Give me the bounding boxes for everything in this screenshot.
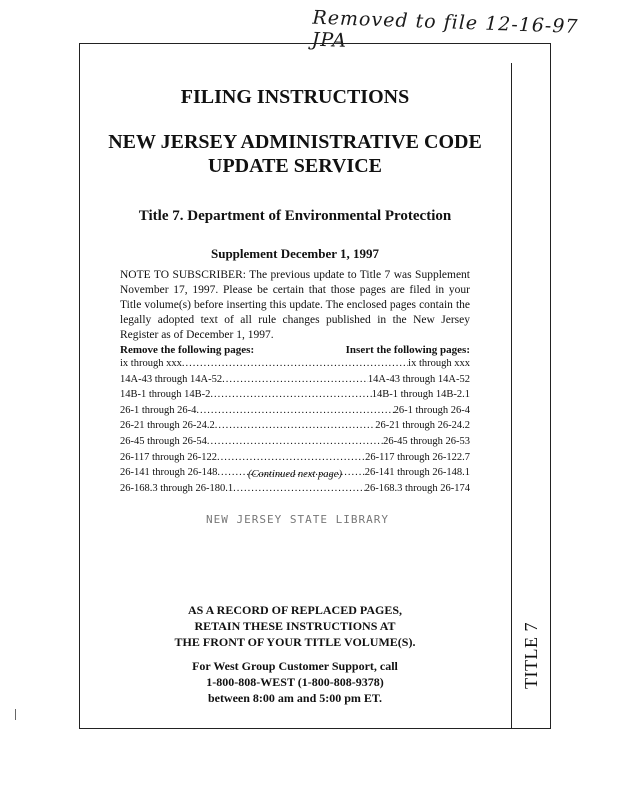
insert-pages: 26-21 through 26-24.2 bbox=[375, 420, 470, 432]
list-item bbox=[120, 374, 470, 390]
handwritten-note: Removed to file 12-16-97 JPA bbox=[311, 6, 579, 52]
remove-pages: 26-1 through 26-4 bbox=[120, 404, 197, 416]
code-title-line1: NEW JERSEY ADMINISTRATIVE CODE bbox=[108, 131, 482, 153]
insert-pages: 26-168.3 through 26-174 bbox=[364, 482, 470, 494]
list-item bbox=[120, 452, 470, 468]
insert-pages: ix through xxx bbox=[408, 358, 470, 369]
continued-note: (Continued next page) bbox=[248, 469, 342, 480]
library-stamp: NEW JERSEY STATE LIBRARY bbox=[206, 513, 389, 526]
list-item bbox=[120, 405, 470, 421]
support-hours: between 8:00 am and 5:00 pm ET. bbox=[207, 691, 383, 705]
list-item bbox=[120, 436, 470, 452]
list-item bbox=[120, 483, 470, 499]
list-item bbox=[120, 358, 470, 374]
margin-mark bbox=[15, 709, 16, 720]
code-title bbox=[79, 130, 511, 178]
remove-pages: 14A-43 through 14A-52 bbox=[120, 373, 223, 385]
remove-pages: ix through xxx bbox=[120, 358, 182, 369]
retain-line: THE FRONT OF YOUR TITLE VOLUME(S). bbox=[174, 635, 416, 649]
remove-pages: 26-117 through 26-122 bbox=[120, 451, 218, 463]
insert-pages: 26-141 through 26-148.1 bbox=[364, 467, 470, 479]
remove-pages: 14B-1 through 14B-2 bbox=[120, 389, 211, 401]
insert-pages: 26-1 through 26-4 bbox=[393, 404, 470, 416]
retain-line: AS A RECORD OF REPLACED PAGES, bbox=[187, 603, 403, 617]
remove-pages: 26-45 through 26-54 bbox=[120, 435, 207, 447]
retain-instructions bbox=[79, 602, 511, 650]
insert-pages: 26-117 through 26-122.7 bbox=[365, 451, 470, 463]
list-item bbox=[120, 420, 470, 436]
code-title-line2: UPDATE SERVICE bbox=[208, 155, 382, 177]
retain-line: RETAIN THESE INSTRUCTIONS AT bbox=[194, 619, 396, 633]
title-tab-label: TITLE 7 bbox=[520, 621, 541, 689]
insert-pages: 14A-43 through 14A-52 bbox=[367, 373, 470, 385]
support-line: For West Group Customer Support, call bbox=[192, 659, 398, 673]
remove-pages: 26-21 through 26-24.2 bbox=[120, 420, 215, 432]
remove-pages: 26-141 through 26-148 bbox=[120, 467, 218, 479]
remove-header: Remove the following pages: bbox=[120, 344, 255, 356]
insert-header: Insert the following pages: bbox=[345, 344, 470, 356]
insert-pages: 26-45 through 26-53 bbox=[383, 435, 470, 447]
department-heading: Title 7. Department of Environmental Protection bbox=[138, 208, 452, 224]
insert-pages: 14B-1 through 14B-2.1 bbox=[371, 389, 470, 401]
list-item bbox=[120, 389, 470, 405]
column-headers bbox=[120, 344, 470, 356]
supplement-date: Supplement December 1, 1997 bbox=[210, 246, 380, 261]
page-title: FILING INSTRUCTIONS bbox=[180, 86, 410, 108]
customer-support bbox=[79, 658, 511, 706]
remove-pages: 26-168.3 through 26-180.1 bbox=[120, 482, 234, 494]
support-phone: 1-800-808-WEST (1-800-808-9378) bbox=[206, 675, 384, 689]
subscriber-note: NOTE TO SUBSCRIBER: The previous update to Title 7 was Supplement November 17, 1997. Please be certain that those pages are filed in your Title volume(s) before inserting this update. The enclosed pages contain the legally adopted text of all rule changes published in the New Jersey Register as of December 1, 1997. bbox=[120, 269, 470, 341]
